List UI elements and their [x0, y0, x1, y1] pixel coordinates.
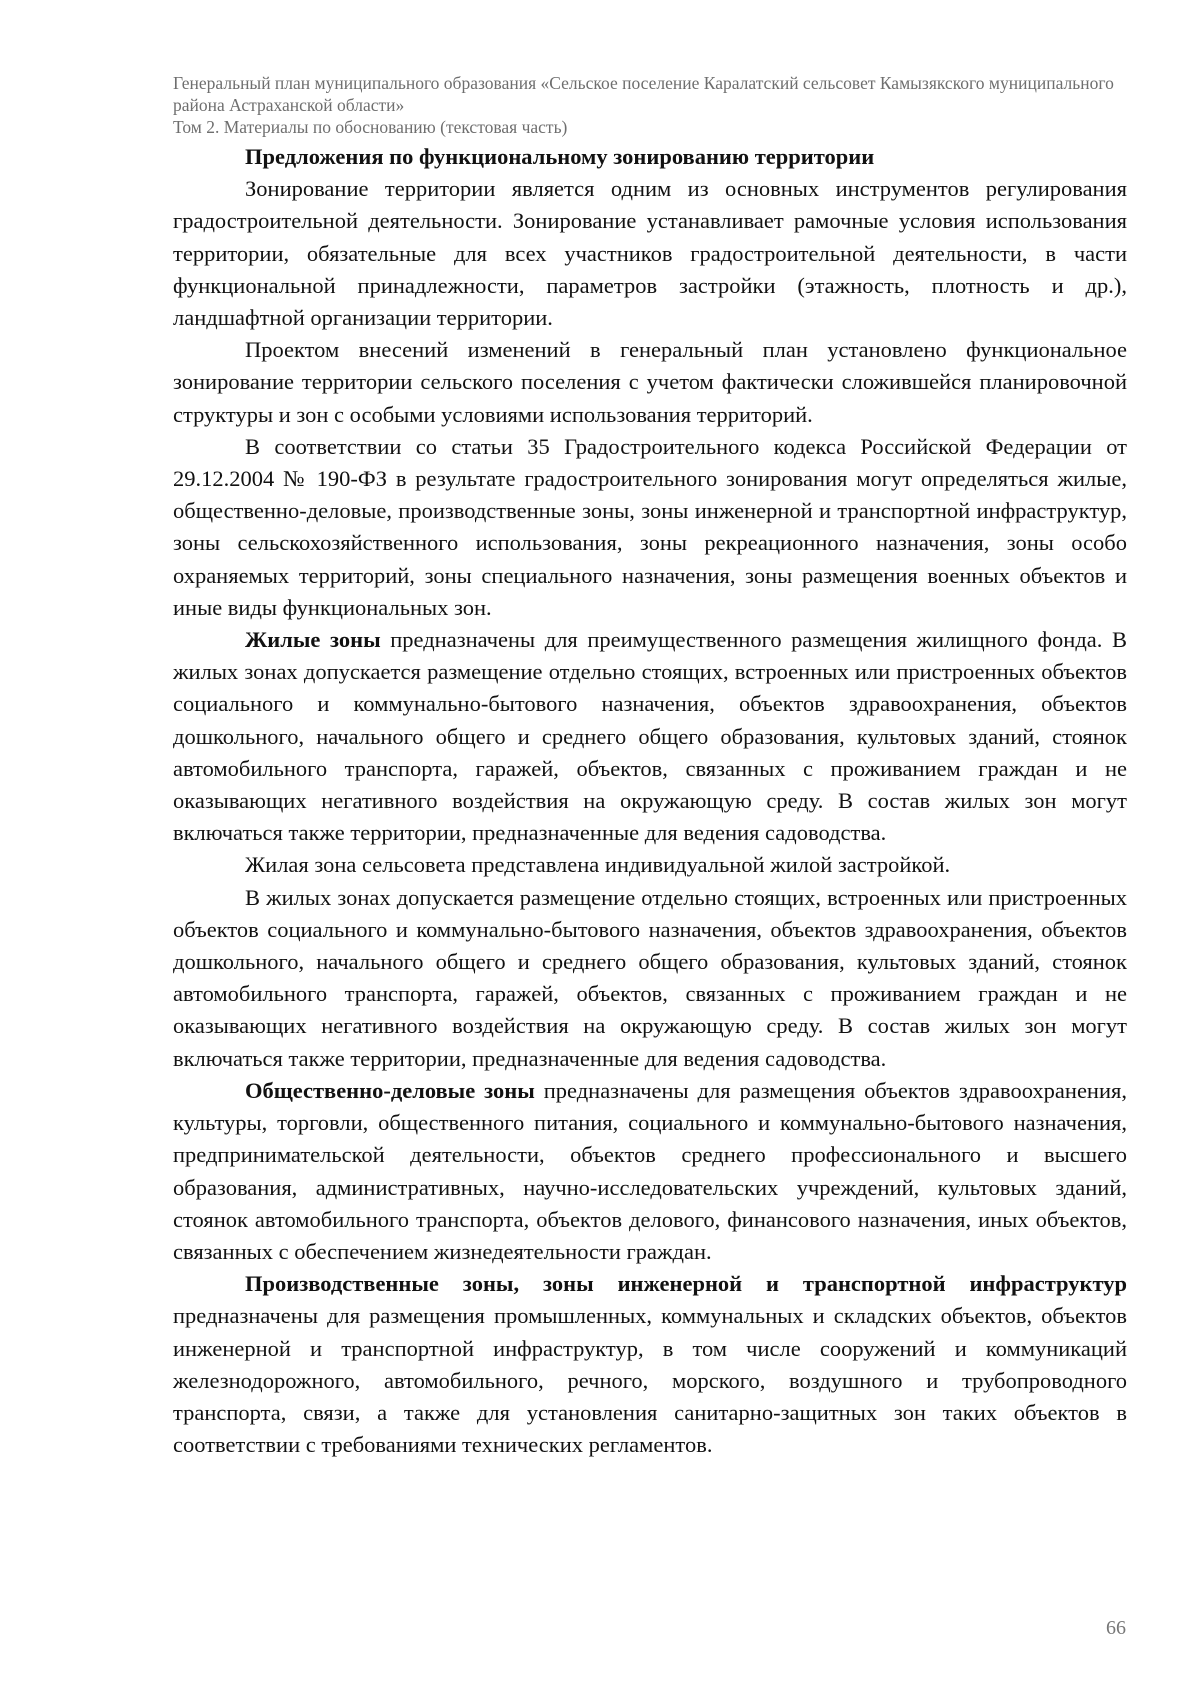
- paragraph-residential-summary: Жилая зона сельсовета представлена индивидуальной жилой застройкой.: [245, 852, 951, 878]
- residential-zones-term: Жилые зоны: [245, 627, 381, 653]
- main-content: [173, 141, 1127, 1461]
- paragraph-residential-placement: В жилых зонах допускается размещение отдельно стоящих, встроенных или пристроенных объектов социального и коммунально-бытового назначения, объектов здравоохранения, объектов дошкольного, начального общего и среднего общего образования, культовых зданий, стоянок автомобильного транспорта, гаражей, объектов, связанных с проживанием граждан и не оказывающих негативного воздействия на окружающую среду. В состав жилых зон могут включаться также территории, предназначенные для ведения садоводства.: [173, 884, 1127, 1071]
- paragraph-public-business-zones: [173, 1075, 1127, 1268]
- industrial-zones-term: Производственные зоны, зоны инженерной и транспортной инфраструктур: [245, 1271, 1127, 1297]
- section-title: Предложения по функциональному зонированию территории: [245, 144, 875, 169]
- paragraph-legal-basis: В соответствии со статьи 35 Градостроительного кодекса Российской Федерации от 29.12.2004 № 190-ФЗ в результате градостроительного зонирования могут определяться жилые, общественно-деловые, производственные зоны, зоны инженерной и транспортной инфраструктур, зоны сельскохозяйственного использования, зоны рекреационного назначения, зоны особо охраняемых территорий, зоны специального назначения, зоны размещения военных объектов и иные виды функциональных зон.: [173, 433, 1127, 620]
- paragraph-zoning-intro: Зонирование территории является одним из основных инструментов регулирования градостроительной деятельности. Зонирование устанавливает рамочные условия использования территории, обязательные для всех участников градостроительной деятельности, в части функциональной принадлежности, параметров застройки (этажность, плотность и др.), ландшафтной организации территории.: [173, 176, 1127, 331]
- header-title: Генеральный план муниципального образования «Сельское поселение Каралатский сельсовет Камызякского муниципального района Астраханской области»: [173, 73, 1114, 115]
- public-business-zones-text: предназначены для размещения объектов здравоохранения, культуры, торговли, общественного питания, социального и коммунально-бытового назначения, предпринимательской деятельности, объектов среднего профессионального и высшего образования, административных, научно-исследовательских учреждений, культовых зданий, стоянок автомобильного транспорта, объектов делового, финансового назначения, иных объектов, связанных с обеспечением жизнедеятельности граждан.: [173, 1077, 1127, 1264]
- industrial-zones-text: предназначены для размещения промышленных, коммунальных и складских объектов, объектов инженерной и транспортной инфраструктур, в том числе сооружений и коммуникаций железнодорожного, автомобильного, речного, морского, воздушного и трубопроводного транспорта, связи, а также для установления санитарно-защитных зон таких объектов в соответствии с требованиями технических регламентов.: [173, 1303, 1127, 1458]
- header-volume: Том 2. Материалы по обоснованию (текстовая часть): [173, 117, 568, 137]
- page-number: 66: [1106, 1617, 1126, 1639]
- public-business-zones-term: Общественно-деловые зоны: [245, 1077, 535, 1103]
- paragraph-residential-zones: [173, 624, 1127, 849]
- paragraph-industrial-zones: [173, 1268, 1127, 1461]
- paragraph-project-zoning: Проектом внесений изменений в генеральный план установлено функциональное зонирование территории сельского поселения с учетом фактически сложившейся планировочной структуры и зон с особыми условиями использования территорий.: [173, 337, 1127, 427]
- running-header: [173, 72, 1128, 138]
- residential-zones-text: предназначены для преимущественного размещения жилищного фонда. В жилых зонах допускается размещение отдельно стоящих, встроенных или пристроенных объектов социального и коммунально-бытового назначения, объектов здравоохранения, объектов дошкольного, начального общего и среднего общего образования, культовых зданий, стоянок автомобильного транспорта, гаражей, объектов, связанных с проживанием граждан и не оказывающих негативного воздействия на окружающую среду. В состав жилых зон могут включаться также территории, предназначенные для ведения садоводства.: [173, 627, 1127, 846]
